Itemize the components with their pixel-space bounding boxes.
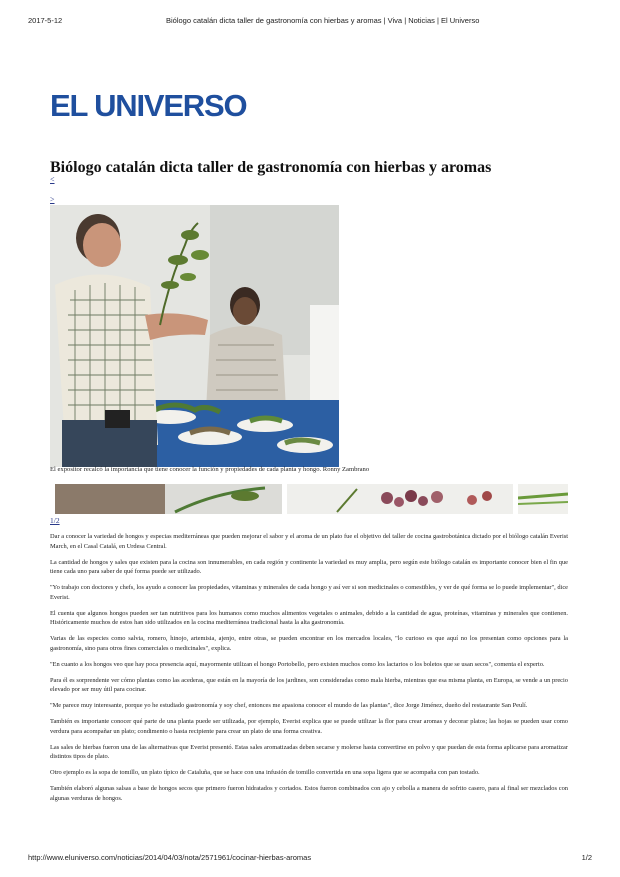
article-paragraph: Para él es sorprendente ver cómo plantas como las acederas, que están en la mayoría de los jardines, son consideradas como mala hierba, mientras que esa misma planta, en Europa, se vende a un precio elevado por ser muy útil para cocinar. <box>50 676 568 693</box>
article-paragraph: Varias de las especies como salvia, romero, hinojo, artemisia, ajenjo, entre otras, se pueden encontrar en los mercados locales, "lo curioso es que aquí no los presentan como opciones para la gastronomía, sino para otros fines comerciales o medicinales", explica. <box>50 635 568 652</box>
article-paragraph: Otro ejemplo es la sopa de tomillo, un plato típico de Cataluña, que se hace con una infusión de tomillo convertida en una sopa ligera que se acompaña con pan tostado. <box>50 769 480 776</box>
print-page-title: Biólogo catalán dicta taller de gastronomía con hierbas y aromas | Viva | Noticias | El Universo <box>166 16 480 25</box>
gallery-thumbnails <box>50 484 568 514</box>
article-paragraph: "Me parece muy interesante, porque yo he estudiado gastronomía y soy chef, entonces me apasiona conocer el mundo de las plantas", dice Jorge Jiménez, dueño del restaurante San Peulí. <box>50 702 528 709</box>
article-paragraph: Las sales de hierbas fueron una de las alternativas que Everist presentó. Estas sales aromatizadas deben secarse y molerse hasta convertirse en polvo y que puedan de esta forma aplicarse para aromatizar distintos tipos de plato. <box>50 743 568 760</box>
photo-caption: El expositor recalcó la importancia que tiene conocer la función y propiedades de cada planta y hongo. Ronny Zambrano <box>50 466 370 473</box>
gallery-thumb-3[interactable] <box>518 484 568 514</box>
main-photo <box>50 205 339 467</box>
article-paragraph: El cuenta que algunos hongos pueden ser tan nutritivos para los humanos como muchos alimentos vegetales o animales, debido a la cantidad de agua, proteínas, vitaminas y minerales que contienen. Históricamente muchos de estos han sido utilizados en la cocina mediterránea tradicional hasta la alta gastronomía. <box>50 609 568 626</box>
thumb-image-herbs <box>55 484 282 514</box>
gallery-thumb-1[interactable] <box>55 484 282 514</box>
article-paragraph: La cantidad de hongos y sales que existen para la cocina son innumerables, en cada región y continente la variedad es muy amplia, pero según este biólogo catalán es importante conocer bien el fin que tiene cada uno para saber de qué forma puede ser utilizado. <box>50 558 568 575</box>
article-paragraph: "En cuanto a los hongos veo que hay poca presencia aquí, mayormente utilizan el hongo Portobello, pero existen muchos como los lactarios o los boletos que se usan secos", comenta el experto. <box>50 660 545 668</box>
workshop-photo-illustration <box>50 205 339 467</box>
article-paragraph: También es importante conocer qué parte de una planta puede ser utilizada, por ejemplo, Everist explica que se puede utilizar la flor para crear aromas y decorar platos; las hojas se pueden usar como verdura para acompañar un plato; condimento o hasta recipiente para crear un plato de una forma creativa. <box>50 718 568 735</box>
gallery-next-link[interactable]: > <box>50 195 55 204</box>
thumb-image-dried-flowers <box>287 484 513 514</box>
print-date: 2017-5-12 <box>28 16 63 25</box>
print-page-number: 1/2 <box>581 853 592 862</box>
gallery-thumb-2[interactable] <box>287 484 513 514</box>
thumb-image-greens <box>518 484 568 514</box>
gallery-prev-link[interactable]: < <box>50 175 55 184</box>
article-body <box>50 532 568 810</box>
article-paragraph: También elaboró algunas salsas a base de hongos secos que primero fueron hidratados y cortados. Estos fueron combinados con ajo y cebolla a manera de sofrito casero, para al final ser mezclados con algunas verduras de hongos. <box>50 785 568 802</box>
article-paragraph: "Yo trabajo con doctores y chefs, los ayudo a conocer las propiedades, vitaminas y minerales de cada hongo y así ver si son medicinales o comestibles, y ver de qué forma se lo puede implementar", dice Everist. <box>50 584 568 601</box>
print-url: http://www.eluniverso.com/noticias/2014/04/03/nota/2571961/cocinar-hierbas-aromas <box>28 853 312 862</box>
article-paragraph: Dar a conocer la variedad de hongos y especias mediterráneas que pueden mejorar el sabor y el aroma de un plato fue el objetivo del taller de cocina gastrobotánica dictado por el biólogo catalán Everist March, en el Casal Catalá, en Urdesa Central. <box>50 533 568 550</box>
gallery-counter[interactable]: 1/2 <box>50 516 60 525</box>
site-logo[interactable]: EL UNIVERSO <box>50 88 247 123</box>
article-headline: Biólogo catalán dicta taller de gastronomía con hierbas y aromas <box>50 158 492 176</box>
